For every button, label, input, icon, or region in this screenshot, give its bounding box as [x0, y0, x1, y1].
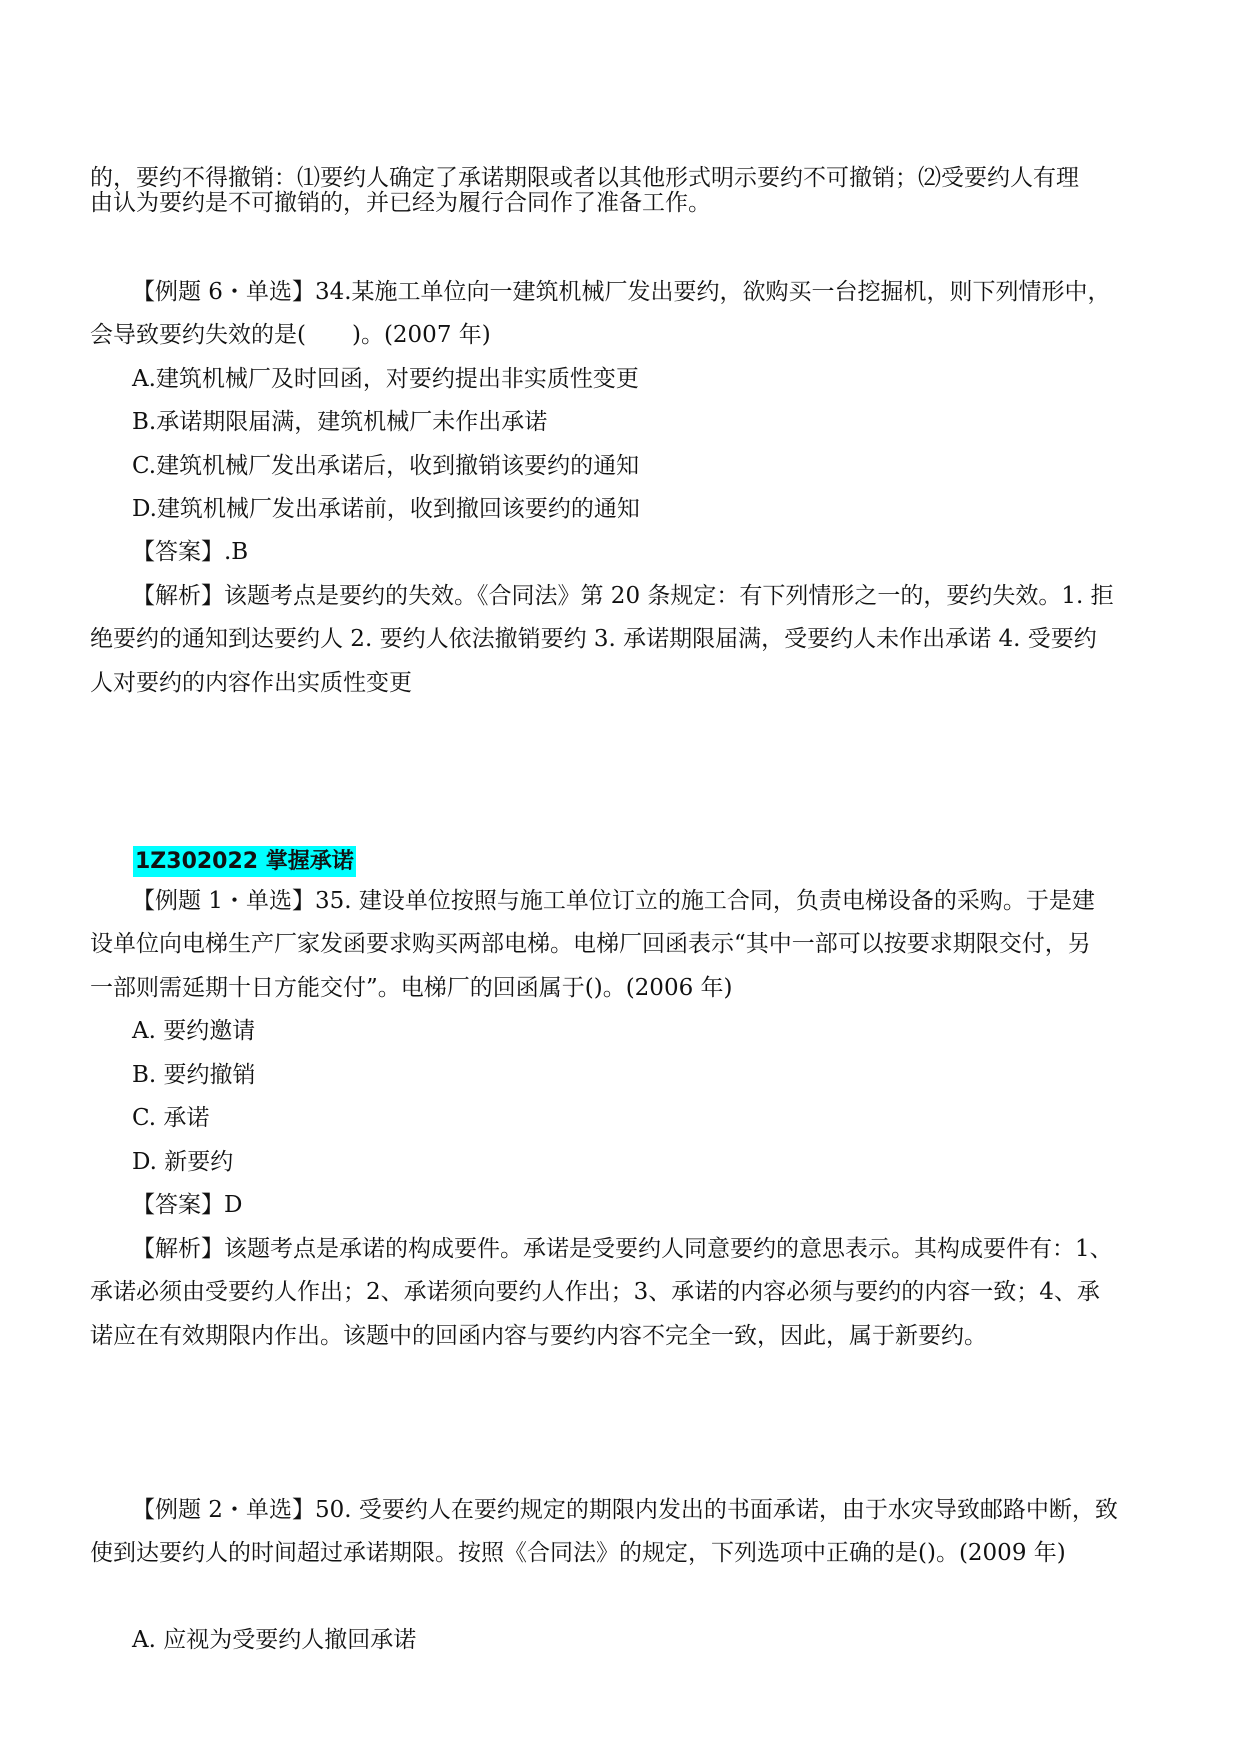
- question-1-option-b: B. 要约撤销: [132, 1062, 256, 1088]
- question-6-option-a: A.建筑机械厂及时回函，对要约提出非实质性变更: [132, 366, 639, 392]
- question-2-option-a: A. 应视为受要约人撤回承诺: [132, 1627, 417, 1653]
- question-2-stem-line-2: 使到达要约人的时间超过承诺期限。按照《合同法》的规定，下列选项中正确的是()。(2009 年): [90, 1540, 1066, 1566]
- intro-line-1: 的，要约不得撤销：⑴要约人确定了承诺期限或者以其他形式明示要约不可撤销；⑵受要约人有理: [90, 165, 1079, 191]
- question-6-option-d: D.建筑机械厂发出承诺前，收到撤回该要约的通知: [132, 496, 640, 522]
- section-heading: 1Z302022 掌握承诺: [133, 846, 356, 877]
- question-6-analysis-line-3: 人对要约的内容作出实质性变更: [90, 670, 412, 696]
- question-1-option-a: A. 要约邀请: [132, 1018, 256, 1044]
- question-1-analysis-line-1: 【解析】该题考点是承诺的构成要件。承诺是受要约人同意要约的意思表示。其构成要件有：1、: [132, 1236, 1113, 1262]
- intro-line-2: 由认为要约是不可撤销的，并已经为履行合同作了准备工作。: [90, 190, 711, 216]
- question-1-analysis-line-2: 承诺必须由受要约人作出；2、承诺须向要约人作出；3、承诺的内容必须与要约的内容一致；4、承: [90, 1279, 1100, 1305]
- question-6-option-c: C.建筑机械厂发出承诺后，收到撤销该要约的通知: [132, 453, 640, 479]
- question-1-analysis-line-3: 诺应在有效期限内作出。该题中的回函内容与要约内容不完全一致，因此，属于新要约。: [90, 1323, 987, 1349]
- question-1-answer: 【答案】D: [132, 1192, 243, 1218]
- question-1-stem-line-2: 设单位向电梯生产厂家发函要求购买两部电梯。电梯厂回函表示“其中一部可以按要求期限交付，另: [90, 931, 1091, 957]
- question-6-stem-line-1: 【例题 6・单选】34.某施工单位向一建筑机械厂发出要约，欲购买一台挖掘机，则下列情形中，: [132, 279, 1111, 305]
- question-6-analysis-line-2: 绝要约的通知到达要约人 2. 要约人依法撤销要约 3. 承诺期限届满，受要约人未作出承诺 4. 受要约: [90, 626, 1097, 652]
- question-6-option-b: B.承诺期限届满，建筑机械厂未作出承诺: [132, 409, 548, 435]
- question-1-stem-line-1: 【例题 1・单选】35. 建设单位按照与施工单位订立的施工合同，负责电梯设备的采购。于是建: [132, 888, 1095, 914]
- question-6-stem-line-2: 会导致要约失效的是( )。(2007 年): [90, 322, 491, 348]
- question-6-analysis-line-1: 【解析】该题考点是要约的失效。《合同法》第 20 条规定：有下列情形之一的，要约失效。1. 拒: [132, 583, 1114, 609]
- question-1-stem-line-3: 一部则需延期十日方能交付”。电梯厂的回函属于()。(2006 年): [90, 975, 733, 1001]
- question-1-option-d: D. 新要约: [132, 1149, 234, 1175]
- question-1-option-c: C. 承诺: [132, 1105, 210, 1131]
- question-6-answer: 【答案】.B: [132, 539, 249, 565]
- question-2-stem-line-1: 【例题 2・单选】50. 受要约人在要约规定的期限内发出的书面承诺，由于水灾导致邮路中断，致: [132, 1497, 1118, 1523]
